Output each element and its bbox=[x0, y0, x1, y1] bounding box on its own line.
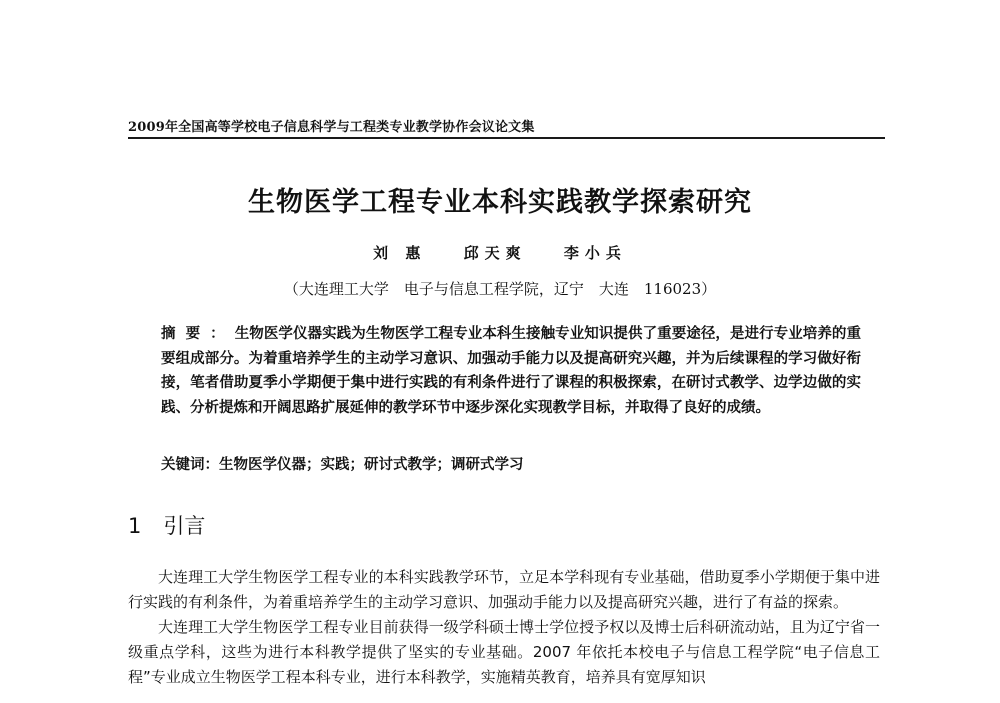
keywords-label: 关键词： bbox=[161, 456, 219, 473]
paper-title: 生物医学工程专业本科实践教学探索研究 bbox=[248, 187, 752, 218]
keywords bbox=[161, 453, 524, 474]
abstract-label: 摘要： bbox=[161, 325, 235, 342]
abstract-text: 生物医学仪器实践为生物医学工程专业本科生接触专业知识提供了重要途径，是进行专业培养的重要组成部分。为着重培养学生的主动学习意识、加强动手能力以及提高研究兴趣，并为后续课程的学习做好衔接，笔者借助夏季小学期便于集中进行实践的有利条件进行了课程的积极探索，在研讨式教学、边学边做的实践、分析提炼和开阔思路扩展延伸的教学环节中逐步深化实现教学目标，并取得了良好的成绩。 bbox=[161, 325, 861, 416]
section-number: 1 bbox=[128, 514, 142, 538]
body-paragraph: 大连理工大学生物医学工程专业的本科实践教学环节，立足本学科现有专业基础，借助夏季小学期便于集中进行实践的有利条件，为着重培养学生的主动学习意识、加强动手能力以及提高研究兴趣，进行了有益的探索。 bbox=[128, 568, 880, 611]
author-affiliation: （大连理工大学 电子与信息工程学院，辽宁 大连 116023） bbox=[283, 280, 717, 298]
keywords-text: 生物医学仪器；实践；研讨式教学；调研式学习 bbox=[219, 456, 524, 473]
author-list bbox=[0, 242, 1000, 263]
author-name: 刘 惠 bbox=[373, 244, 427, 262]
author-name: 李小兵 bbox=[563, 244, 627, 262]
section-heading bbox=[128, 510, 205, 540]
body-text bbox=[128, 565, 880, 690]
running-header: 2009年全国高等学校电子信息科学与工程类专业教学协作会议论文集 bbox=[128, 120, 535, 135]
section-title: 引言 bbox=[163, 514, 206, 538]
body-paragraph: 大连理工大学生物医学工程专业目前获得一级学科硕士博士学位授予权以及博士后科研流动站，且为辽宁省一级重点学科，这些为进行本科教学提供了坚实的专业基础。2007 年依托本校电子与信息工程学院“电子信息工程”专业成立生物医学工程本科专业，进行本科教学，实施精英教育，培养具有宽厚知识 bbox=[128, 618, 880, 686]
header-rule bbox=[128, 137, 885, 139]
abstract bbox=[161, 322, 861, 420]
author-name: 邱天爽 bbox=[463, 244, 527, 262]
